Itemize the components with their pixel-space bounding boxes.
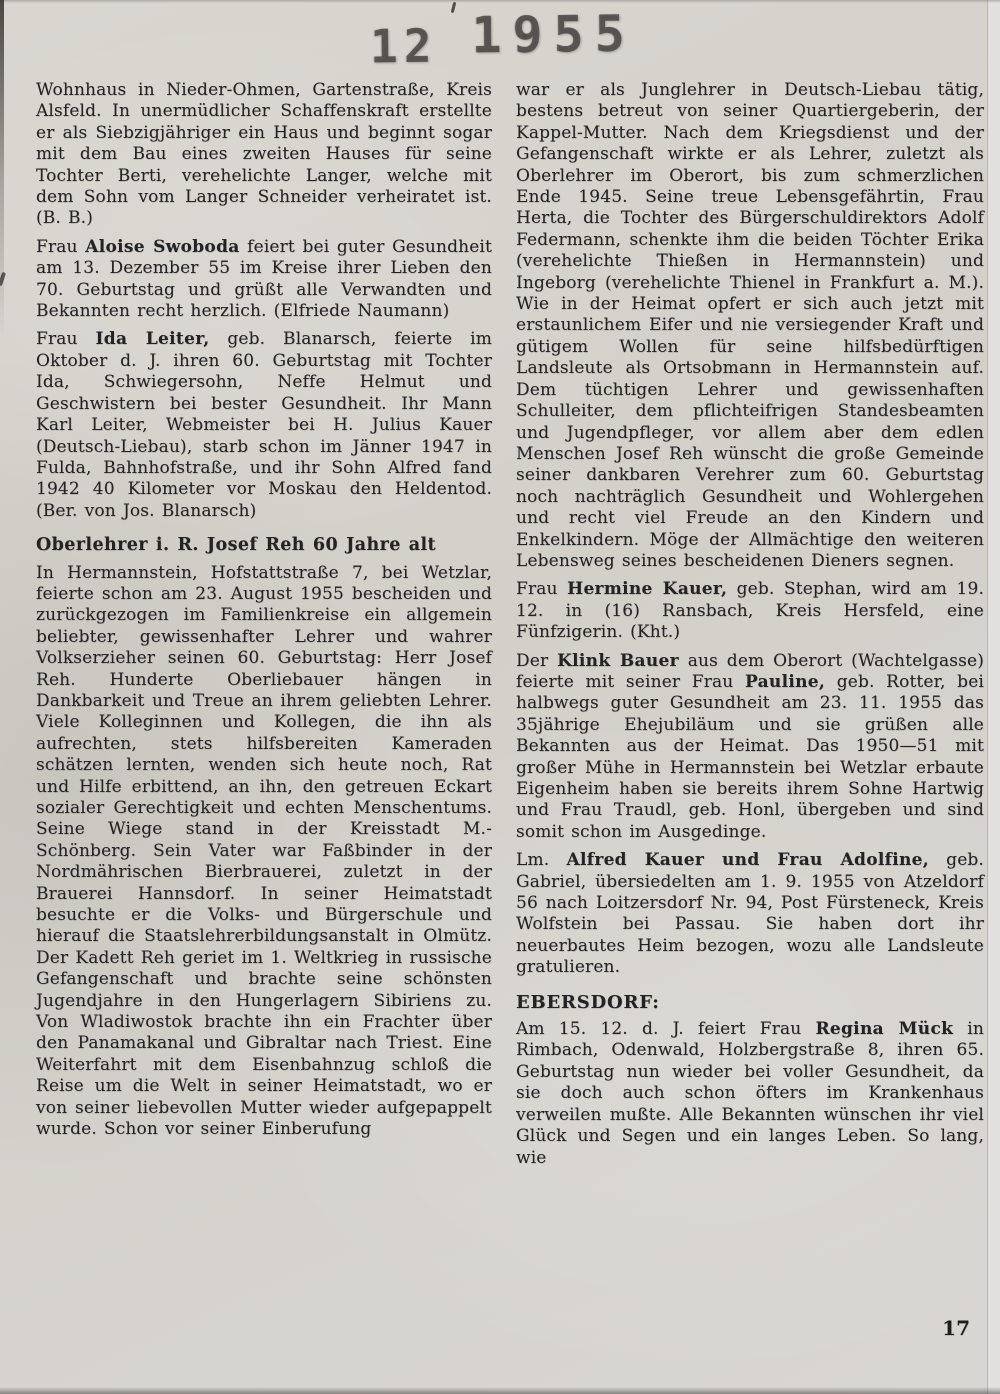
scan-edge-left bbox=[0, 0, 4, 340]
person-name-bold: Klink Bauer bbox=[557, 650, 679, 671]
text-segment: geb. Gabriel, übersiedelten am 1. 9. 1955 von Atzeldorf 56 nach Loitzersdorf Nr. 94, Post Fürsteneck, Kreis Wolfstein bei Passau. Sie haben dort ihr neuerbautes Heim bezogen, wozu alle Landsleute gratulieren. bbox=[516, 850, 984, 978]
news-item-langer bbox=[36, 80, 492, 230]
person-name-bold: Alfred Kauer und Frau Adolfine, bbox=[566, 850, 929, 871]
text-segment: geb. Rotter, bei halbwegs guter Gesundheit am 23. 11. 1955 das 35jährige Ehejubiläum und sie grüßen alle Bekannten aus der Heimat. Das 1950—51 mit großer Mühe in Hermannstein bei Wetzlar erbaute Eigenheim haben sie bereits ihrem Sohne Hartwig und Frau Traudl, geb. Honl, übergeben und sind somit schon im Ausgedinge. bbox=[516, 671, 985, 842]
text-segment: feiert bei guter Gesundheit am 13. Dezember 55 im Kreise ihrer Lieben den 70. Geburtstag und grüßt alle Verwandten und Bekannten recht herzlich. (Elfriede Naumann) bbox=[36, 236, 492, 322]
news-item-regina-mueck bbox=[516, 1019, 984, 1169]
stamp-issue-number: 12 bbox=[369, 18, 438, 74]
text-segment: Frau bbox=[36, 329, 96, 350]
text-segment: aus dem Oberort (Wachtelgasse) feierte mit seiner Frau bbox=[516, 650, 984, 692]
text-segment: Der bbox=[516, 650, 558, 671]
text-segment: Frau bbox=[36, 236, 86, 257]
scan-edge-top bbox=[0, 0, 1000, 3]
article-heading-josef-reh: Oberlehrer i. R. Josef Reh 60 Jahre alt bbox=[36, 535, 437, 556]
text-segment: Am 15. 12. d. J. feiert Frau bbox=[516, 1019, 816, 1040]
person-name-bold: Pauline, bbox=[744, 671, 826, 692]
news-item-leiter bbox=[36, 329, 492, 522]
left-column bbox=[36, 80, 492, 1169]
text-segment: war er als Junglehrer in Deutsch-Liebau tätig, bestens betreut von seiner Quartiergeberin, der Kappel-Mutter. Nach dem Kriegsdienst und der Gefangenschaft wirkte er als Lehrer, zuletzt als Oberlehrer im Oberort, bis zum schmerzlichen Ende 1945. Seine treue Lebensgefährtin, Frau Herta, die Tochter des Bürgerschuldirektors Adolf Federmann, schenkte ihm die beiden Töchter Erika (verehelichte Thießen in Hermannstein) und Ingeborg (verehelichte Thienel in Frankfurt a. M.). Wie in der Heimat opfert er sich auch jetzt mit erstaunlichem Eifer und nie versiegender Kraft und gütigem Wollen für seine hilfsbedürftigen Landsleute als Ortsobmann in Hermannstein auf. Dem tüchtigen Lehrer und gewissenhaften Schulleiter, dem pflichteifrigen Standesbeamten und Jugendpfleger, vor allem aber dem edlen Menschen Josef Reh wünscht die große Gemeinde seiner dankbaren Verehrer zum 60. Geburtstag noch nachträglich Gesundheit und Wohlergehen und recht viel Freude an den Kindern und Enkelkindern. Möge der Allmächtige den weiteren Lebensweg seines bescheidenen Dieners segnen. bbox=[516, 80, 984, 571]
text-segment: Wohnhaus in Nieder-Ohmen, Gartenstraße, Kreis Alsfeld. In unermüdlicher Schaffenskraft erstellte er als Siebzigjähriger ein Haus und beginnt sogar mit dem Bau eines zweiten Hauses für seine Tochter Berti, verehelichte Langer, welche mit dem Sohn vom Langer Schneider verheiratet ist. (B. B.) bbox=[36, 80, 492, 229]
person-name-bold: Ida Leiter, bbox=[95, 329, 210, 350]
person-name-bold: Hermine Kauer, bbox=[567, 579, 728, 600]
person-name-bold: Regina Mück bbox=[815, 1019, 954, 1040]
person-name-bold: Aloise Swoboda bbox=[85, 236, 240, 257]
article-body-josef-reh-continued bbox=[516, 80, 984, 572]
scan-edge-right bbox=[987, 0, 1000, 1394]
text-segment: in Rimbach, Odenwald, Holzbergstraße 8, ihren 65. Geburtstag nun wieder bei voller Gesundheit, da sie doch auch schon öfters im Krankenhaus verweilen mußte. Alle Bekannten wünschen ihr viel Glück und Segen und ein langes Leben. So lang, wie bbox=[516, 1019, 984, 1168]
news-item-swoboda bbox=[36, 237, 492, 323]
text-segment: In Hermannstein, Hofstattstraße 7, bei Wetzlar, feierte schon am 23. August 1955 bescheiden und zurückgezogen im Familienkreise ein allgemein beliebter, gewissenhafter Lehrer und wahrer Volkserzieher seinen 60. Geburtstag: Herr Josef Reh. Hunderte Oberliebauer hängen in Dankbarkeit und Treue an ihrem geliebten Lehrer. Viele Kolleginnen und Kollegen, die ihn als aufrechten, stets hilfsbereiten Kameraden schätzen lernten, wenden sich heute noch, Rat und Hilfe erbittend, an ihn, den getreuen Eckart sozialer Gerechtigkeit und echten Menschentums. Seine Wiege stand in der Kreisstadt M.-Schönberg. Sein Vater war Faßbinder in der Nordmährischen Bierbrauerei, zuletzt in der Brauerei Hannsdorf. In seiner Heimatstadt besuchte er die Volks- und Bürgerschule und hierauf die Staatslehrerbildungsanstalt in Olmütz. Der Kadett Reh geriet im 1. Weltkrieg in russische Gefangenschaft und brachte seine schönsten Jugendjahre in den Hungerlagern Sibiriens zu. Von Wladiwostok brachte ihn ein Frachter über den Panamakanal und Gibraltar nach Triest. Eine Weiterfahrt mit dem Eisenbahnzug schloß die Reise um die Welt in seiner Heimatstadt, wo er von seiner liebevollen Mutter wieder aufgepappelt wurde. Schon vor seiner Einberufung bbox=[36, 562, 492, 1140]
text-segment: Lm. bbox=[516, 850, 567, 871]
text-segment: Frau bbox=[516, 579, 568, 600]
article-body-josef-reh bbox=[36, 563, 492, 1141]
article-columns bbox=[36, 80, 984, 1169]
right-column bbox=[516, 80, 984, 1169]
news-item-hermine-kauer bbox=[516, 579, 984, 643]
text-segment: geb. Blanarsch, feierte im Oktober d. J. ihren 60. Geburtstag mit Tochter Ida, Schwiegersohn, Neffe Helmut und Geschwistern bei bester Gesundheit. Ihr Mann Karl Leiter, Webmeister bei H. Julius Kauer (Deutsch-Liebau), starb schon im Jänner 1947 in Fulda, Bahnhofstraße, und ihr Sohn Alfred fand 1942 40 Kilometer vor Moskau den Heldentod. (Ber. von Jos. Blanarsch) bbox=[36, 329, 492, 521]
stamp-year: 1955 bbox=[471, 4, 637, 65]
news-item-alfred-kauer bbox=[516, 850, 984, 978]
scan-edge-bottom bbox=[0, 1387, 1000, 1394]
page-number: 17 bbox=[942, 1316, 970, 1340]
section-heading-ebersdorf: EBERSDORF: bbox=[516, 991, 660, 1013]
text-segment: geb. Stephan, wird am 19. 12. in (16) Ransbach, Kreis Hersfeld, eine Fünfzigerin. (Kht.) bbox=[516, 579, 984, 643]
news-item-klink-bauer bbox=[516, 651, 984, 844]
issue-date-stamp bbox=[369, 4, 637, 74]
